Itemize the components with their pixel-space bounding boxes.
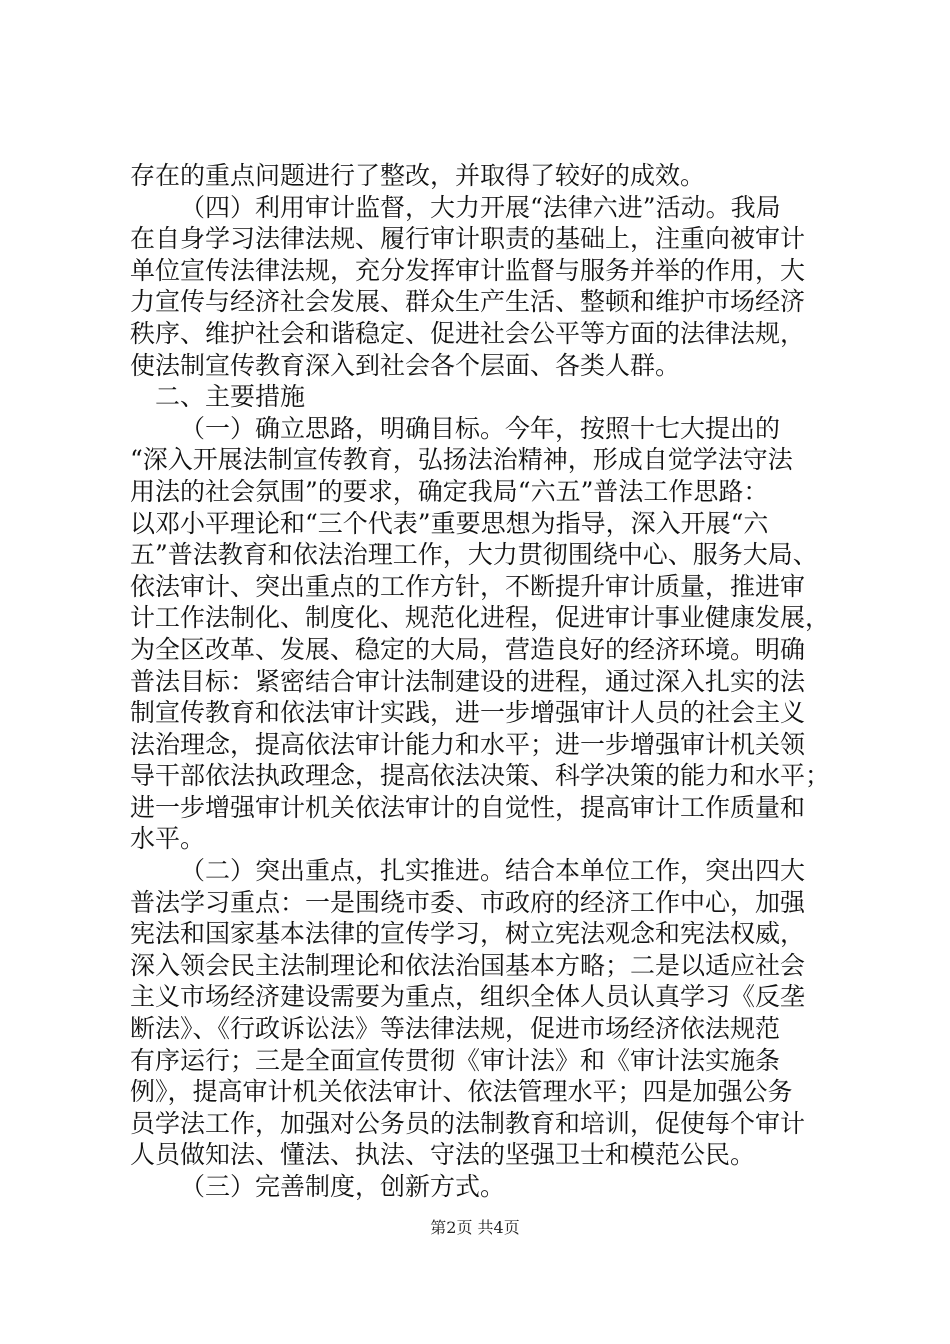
paragraph-line: 单位宣传法律法规，充分发挥审计监督与服务并举的作用，大: [130, 255, 806, 285]
paragraph-line: 五”普法教育和依法治理工作，大力贯彻围绕中心、服务大局、: [130, 540, 818, 570]
paragraph-line: 宪法和国家基本法律的宣传学习，树立宪法观念和宪法权威，: [130, 919, 806, 949]
paragraph-line: 普法学习重点：一是围绕市委、市政府的经济工作中心，加强: [130, 887, 806, 917]
paragraph-line: （四）利用审计监督，大力开展“法律六进”活动。我局: [180, 192, 781, 222]
page-footer: [0, 1218, 950, 1238]
paragraph-line: 力宣传与经济社会发展、群众生产生活、整顿和维护市场经济: [130, 287, 806, 317]
paragraph-line: 以邓小平理论和“三个代表”重要思想为指导，深入开展“六: [130, 508, 769, 538]
paragraph-line: 有序运行；三是全面宣传贯彻《审计法》和《审计法实施条: [130, 1045, 781, 1075]
paragraph-line: 人员做知法、懂法、执法、守法的坚强卫士和模范公民。: [130, 1140, 756, 1170]
paragraph-line: 断法》、《行政诉讼法》等法律法规，促进市场经济依法规范: [130, 1014, 781, 1044]
paragraph-line: 深入领会民主法制理论和依法治国基本方略；二是以适应社会: [130, 950, 806, 980]
paragraph-line: 制宣传教育和依法审计实践，进一步增强审计人员的社会主义: [130, 698, 806, 728]
paragraph-line: （二）突出重点，扎实推进。结合本单位工作，突出四大: [180, 856, 806, 886]
paragraph-line: 员学法工作，加强对公务员的法制教育和培训，促使每个审计: [130, 1108, 806, 1138]
paragraph-line: “深入开展法制宣传教育，弘扬法治精神，形成自觉学法守法: [130, 445, 793, 475]
paragraph-line: 主义市场经济建设需要为重点，组织全体人员认真学习《反垄: [130, 982, 806, 1012]
paragraph-line: 计工作法制化、制度化、规范化进程，促进审计事业健康发展，: [130, 603, 831, 633]
paragraph-line: 导干部依法执政理念，提高依法决策、科学决策的能力和水平；: [130, 761, 831, 791]
paragraph-line: 进一步增强审计机关依法审计的自觉性，提高审计工作质量和: [130, 792, 806, 822]
section-heading: 二、主要措施: [155, 382, 306, 412]
paragraph-line: 水平。: [130, 824, 206, 854]
paragraph-line: 存在的重点问题进行了整改，并取得了较好的成效。: [130, 161, 706, 190]
document-body: [130, 160, 830, 1203]
paragraph-line: （一）确立思路，明确目标。今年，按照十七大提出的: [180, 413, 781, 443]
paragraph-line: 秩序、维护社会和谐稳定、促进社会公平等方面的法律法规，: [130, 318, 806, 348]
paragraph-line: 例》，提高审计机关依法审计、依法管理水平；四是加强公务: [130, 1077, 793, 1107]
paragraph-line: 为全区改革、发展、稳定的大局，营造良好的经济环境。明确: [130, 634, 806, 664]
paragraph-line: 依法审计、突出重点的工作方针，不断提升审计质量，推进审: [130, 571, 806, 601]
paragraph-line: 使法制宣传教育深入到社会各个层面、各类人群。: [130, 350, 681, 380]
paragraph-line: 普法目标：紧密结合审计法制建设的进程，通过深入扎实的法: [130, 666, 806, 696]
paragraph-line: 用法的社会氛围”的要求，确定我局“六五”普法工作思路：: [130, 476, 769, 506]
paragraph-line: 法治理念，提高依法审计能力和水平；进一步增强审计机关领: [130, 729, 806, 759]
paragraph-line: 在自身学习法律法规、履行审计职责的基础上，注重向被审计: [130, 224, 806, 254]
paragraph-line: （三）完善制度，创新方式。: [180, 1172, 506, 1201]
page-number-label: 第2页 共4页: [430, 1218, 520, 1237]
